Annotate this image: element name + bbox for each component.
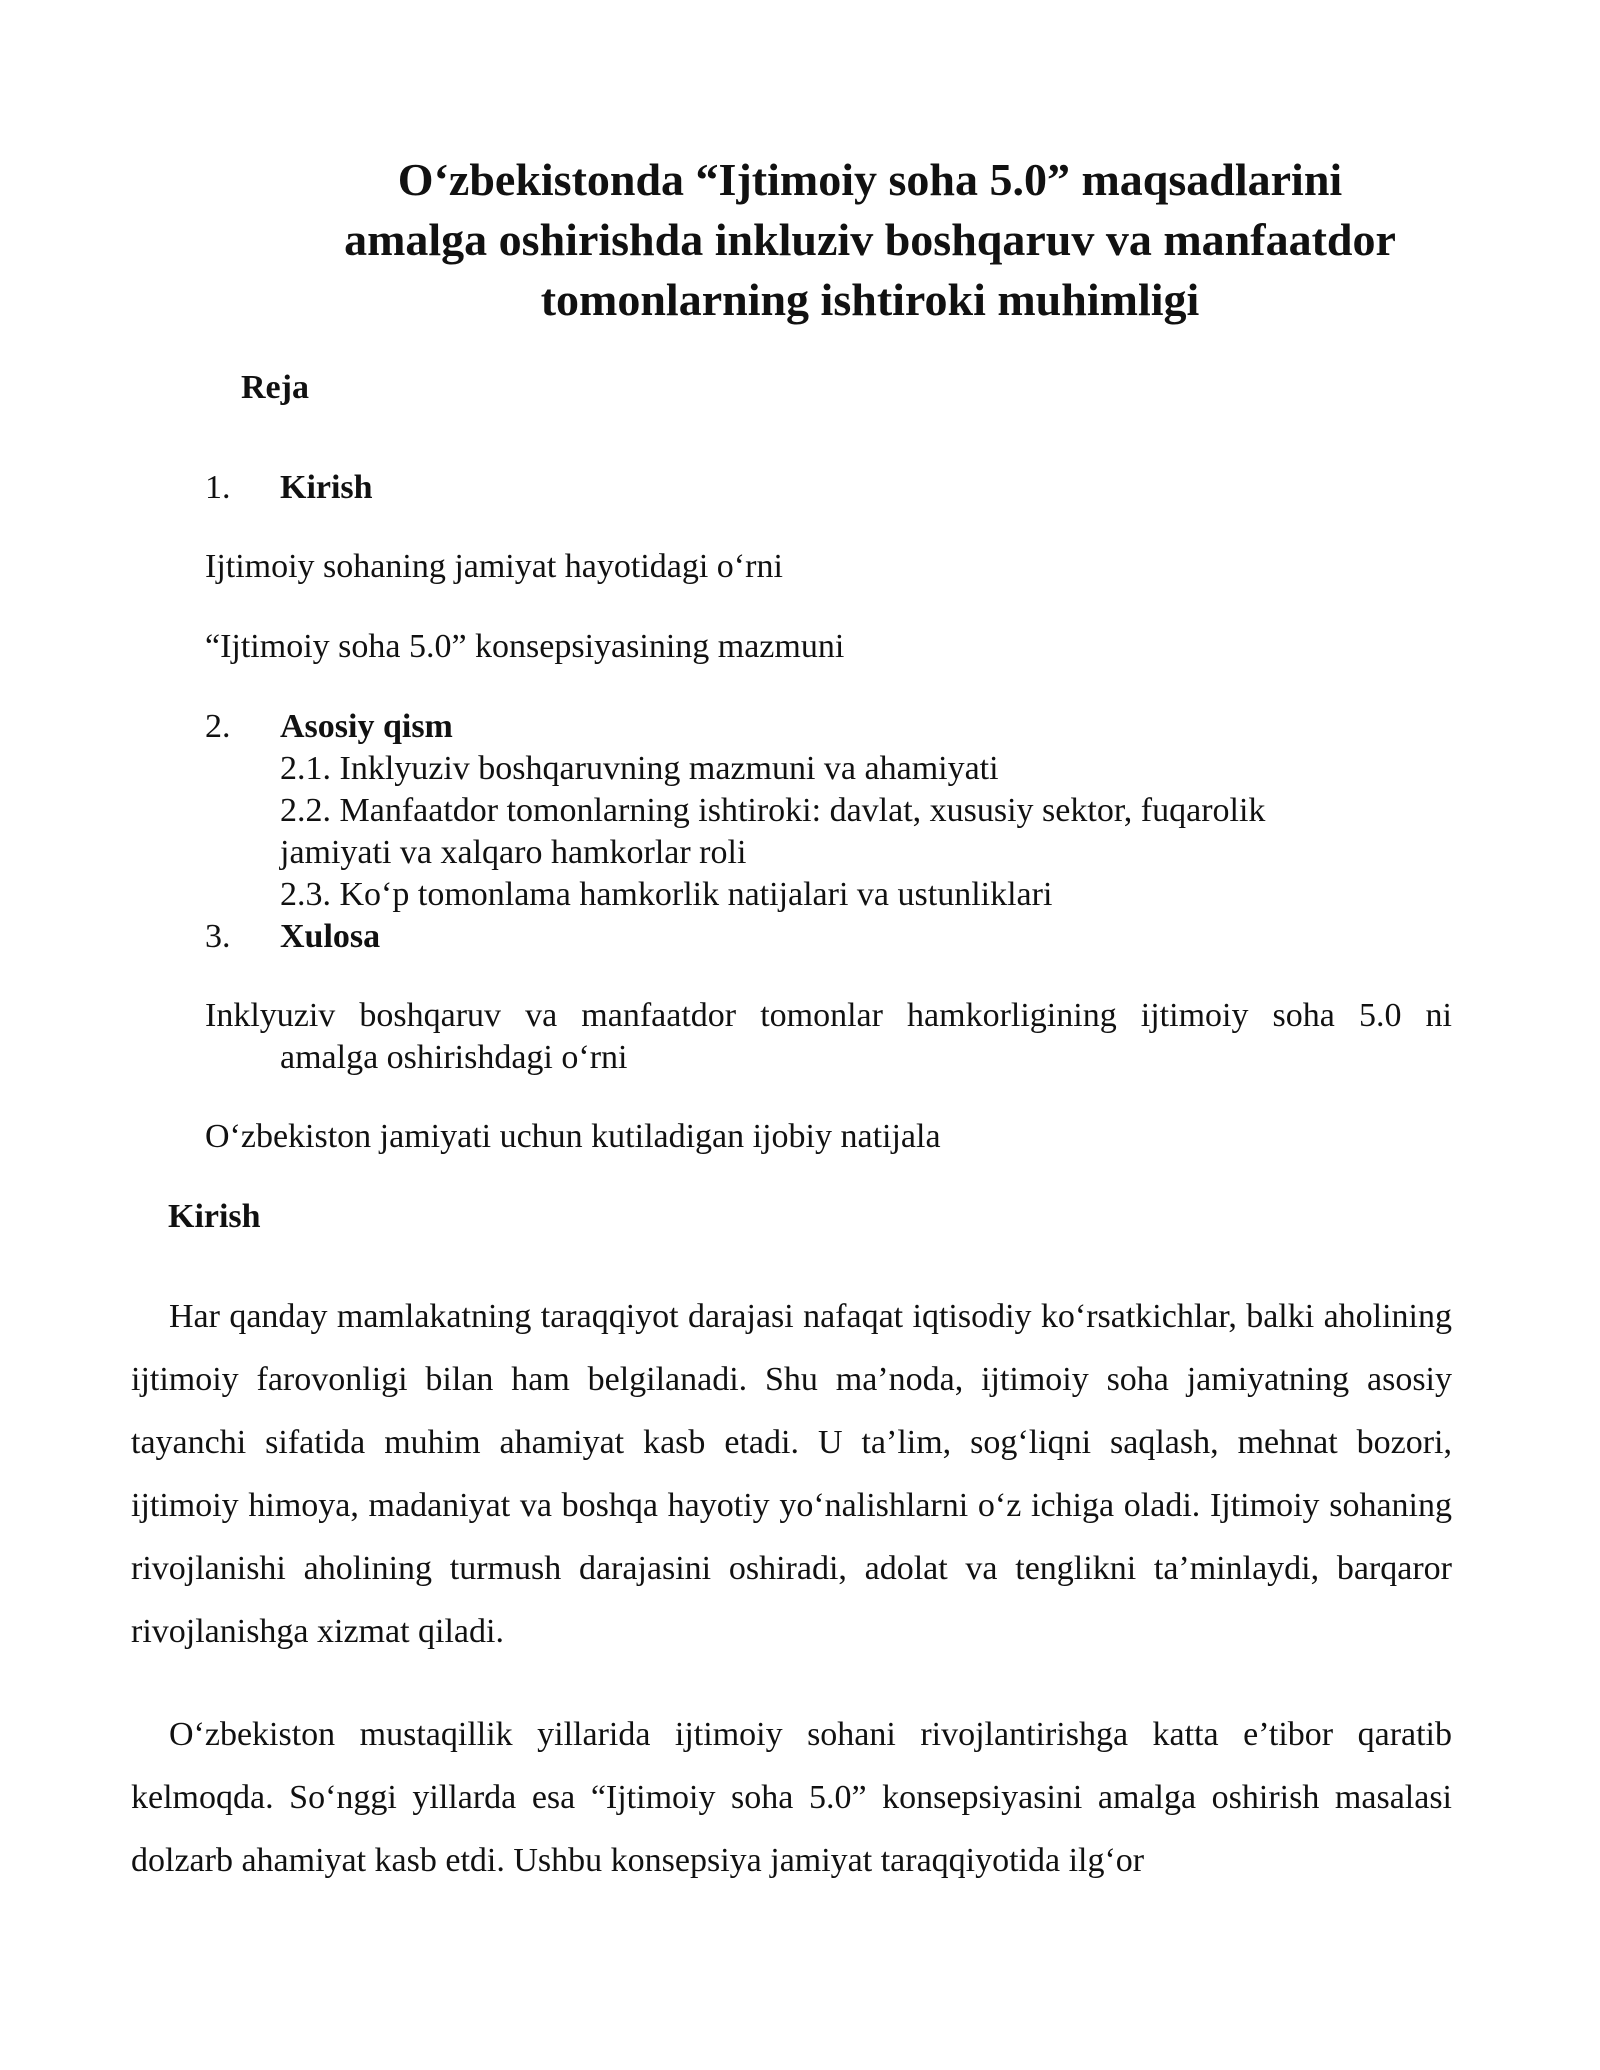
plan-subitem: 2.3. Ko‘p tomonlama hamkorlik natijalari va ustunliklari (280, 876, 1053, 913)
plan-subitem: jamiyati va xalqaro hamkorlar roli (280, 834, 747, 871)
plan-subitem: “Ijtimoiy soha 5.0” konsepsiyasining mazmuni (205, 628, 845, 665)
plan-subitem-line: Inklyuziv boshqaruv va manfaatdor tomonlar hamkorligining ijtimoiy soha 5.0 ni (205, 997, 1452, 1034)
title-line: tomonlarning ishtiroki muhimligi (540, 274, 1200, 325)
plan-subitem: O‘zbekiston jamiyati uchun kutiladigan ijobiy natijala (205, 1118, 941, 1155)
title-line: amalga oshirishda inkluziv boshqaruv va manfaatdor (344, 214, 1396, 265)
plan-item-number: 2. (205, 708, 231, 745)
plan-subitem: Ijtimoiy sohaning jamiyat hayotidagi o‘rni (205, 548, 783, 585)
plan-subitem: 2.1. Inklyuziv boshqaruvning mazmuni va ahamiyati (280, 750, 999, 787)
plan-subitem (205, 995, 1452, 1079)
plan-item-number: 3. (205, 918, 231, 955)
plan-subitem-line: amalga oshirishdagi o‘rni (280, 1039, 628, 1076)
plan-item-label: Kirish (280, 469, 373, 506)
body-paragraph: Har qanday mamlakatning taraqqiyot darajasi nafaqat iqtisodiy ko‘rsatkichlar, balki aholining ijtimoiy farovonligi bilan ham belgilanadi. Shu ma’noda, ijtimoiy soha jamiyatning asosiy tayanchi sifatida muhim ahamiyat kasb etadi. U ta’lim, sog‘liqni saqlash, mehnat bozori, ijtimoiy himoya, madaniyat va boshqa hayotiy yo‘nalishlarni o‘z ichiga oladi. Ijtimoiy sohaning rivojlanishi aholining turmush darajasini oshiradi, adolat va tenglikni ta’minlaydi, barqaror rivojlanishga xizmat qiladi. (131, 1298, 1452, 1650)
title-line: O‘zbekistonda “Ijtimoiy soha 5.0” maqsadlarini (397, 154, 1343, 205)
plan-item-number: 1. (205, 469, 231, 506)
body-paragraph: O‘zbekiston mustaqillik yillarida ijtimoiy sohani rivojlantirishga katta e’tibor qaratib kelmoqda. So‘nggi yillarda esa “Ijtimoiy soha 5.0” konsepsiyasini amalga oshirish masalasi dolzarb ahamiyat kasb etdi. Ushbu konsepsiya jamiyat taraqqiyotida ilg‘or (131, 1716, 1452, 1879)
section-heading: Kirish (168, 1198, 261, 1235)
plan-item-label: Asosiy qism (280, 708, 453, 745)
plan-heading: Reja (241, 369, 309, 406)
plan-subitem: 2.2. Manfaatdor tomonlarning ishtiroki: davlat, xususiy sektor, fuqarolik (280, 792, 1266, 829)
document-title (210, 150, 1530, 330)
plan-item-label: Xulosa (280, 918, 381, 955)
